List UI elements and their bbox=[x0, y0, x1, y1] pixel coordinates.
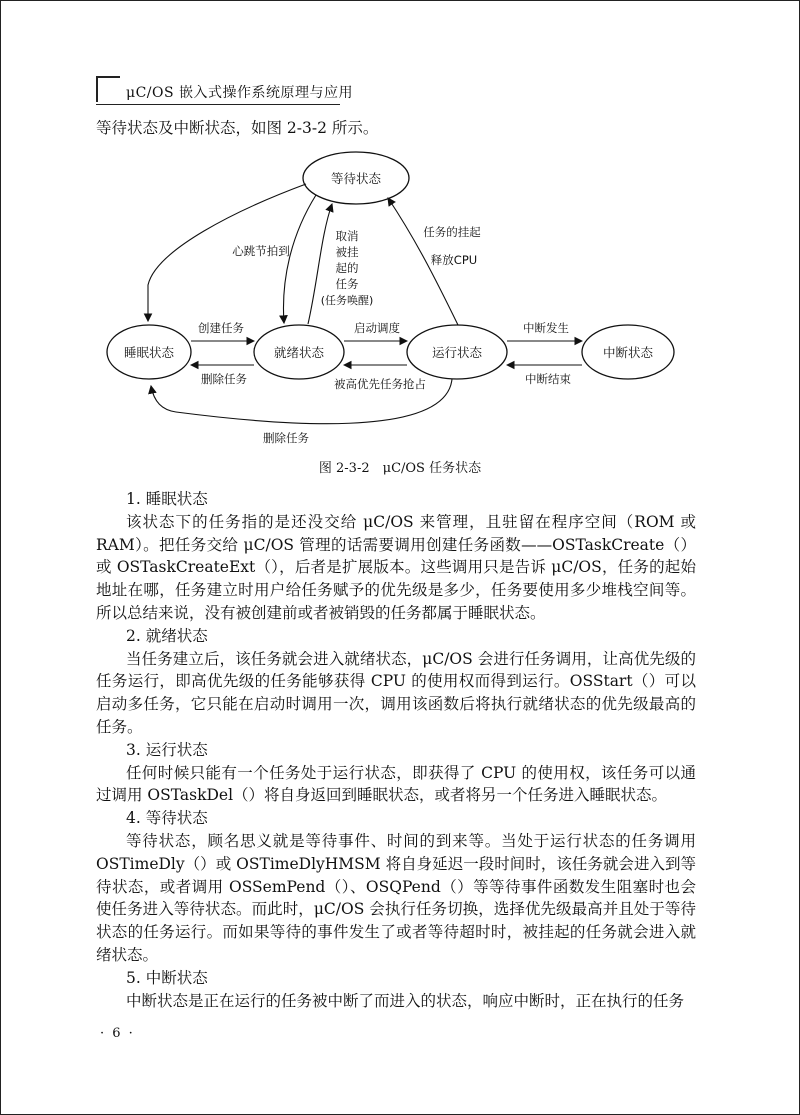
state-ready-label: 就绪状态 bbox=[273, 345, 325, 360]
label-tick-arrived: 心跳节拍到 bbox=[232, 244, 290, 258]
section-5-heading: 5. 中断状态 bbox=[126, 968, 208, 987]
section-5-text: 中断状态是正在运行的任务被中断了而进入的状态，响应中断时，正在执行的任务 bbox=[126, 991, 685, 1010]
body-text bbox=[96, 488, 696, 1012]
state-interrupt-label: 中断状态 bbox=[602, 345, 654, 360]
label-create-task: 创建任务 bbox=[198, 321, 244, 335]
section-1-text: 该状态下的任务指的是还没交给 μC/OS 来管理，且驻留在程序空间（ROM 或 RAM）。把任务交给 μC/OS 管理的话需要调用创建任务函数——OSTaskCreate（）或 OSTaskCreateExt（），后者是扩展版本。这些调用只是告诉 μC/OS，任务的起始地址在哪，任务建立时用户给任务赋予的优先级是多少，任务要使用多少堆栈空间等。所以总结来说，没有被创建前或者被销毁的任务都属于睡眠状态。 bbox=[96, 512, 696, 622]
running-header-title: μC/OS 嵌入式操作系统原理与应用 bbox=[126, 85, 354, 101]
section-3-heading: 3. 运行状态 bbox=[126, 740, 208, 759]
label-delete-task-ready: 删除任务 bbox=[201, 372, 247, 386]
section-1-heading: 1. 睡眠状态 bbox=[126, 490, 208, 508]
section-2-heading: 2. 就绪状态 bbox=[126, 626, 208, 645]
state-sleeping-label: 睡眠状态 bbox=[123, 345, 175, 360]
section-4-heading: 4. 等待状态 bbox=[126, 809, 208, 828]
label-cancel-suspend-4: 任务 bbox=[335, 277, 359, 291]
state-interrupt bbox=[582, 325, 674, 379]
label-cancel-suspend-5: (任务唤醒) bbox=[320, 294, 374, 307]
label-interrupt-occurs: 中断发生 bbox=[523, 321, 569, 335]
label-task-suspend: 任务的挂起 bbox=[423, 225, 481, 239]
state-running-label: 运行状态 bbox=[431, 345, 483, 360]
section-3-text: 任何时候只能有一个任务处于运行状态，即获得了 CPU 的使用权，该任务可以通过调用 OSTaskDel（）将自身返回到睡眠状态，或者将另一个任务进入睡眠状态。 bbox=[96, 763, 696, 805]
state-ready bbox=[254, 325, 344, 379]
label-preempted: 被高优先任务抢占 bbox=[334, 377, 426, 391]
label-delete-task-bottom: 删除任务 bbox=[263, 431, 309, 445]
state-running bbox=[407, 325, 507, 379]
state-sleeping bbox=[107, 325, 191, 379]
figure-caption: 图 2-3-2 μC/OS 任务状态 bbox=[318, 461, 482, 476]
label-cancel-suspend-1: 取消 bbox=[335, 229, 359, 243]
label-start-schedule: 启动调度 bbox=[354, 321, 400, 335]
label-cancel-suspend-3: 起的 bbox=[335, 261, 359, 275]
intro-sentence: 等待状态及中断状态，如图 2-3-2 所示。 bbox=[96, 119, 379, 137]
label-release-cpu: 释放CPU bbox=[430, 253, 478, 267]
header-corner-mark bbox=[96, 76, 120, 102]
label-interrupt-ends: 中断结束 bbox=[525, 372, 571, 386]
state-waiting bbox=[303, 152, 409, 204]
header-rule bbox=[96, 104, 340, 105]
page-number: · 6 · bbox=[100, 1026, 135, 1041]
state-waiting-label: 等待状态 bbox=[330, 171, 382, 186]
section-2-text: 当任务建立后，该任务就会进入就绪状态，μC/OS 会进行任务调用，让高优先级的任务运行，即高优先级的任务能够获得 CPU 的使用权而得到运行。OSStart（）可以启动多任务，它只能在启动时调用一次，调用该函数后将执行就绪状态的优先级最高的任务。 bbox=[96, 649, 696, 736]
label-cancel-suspend-2: 被挂 bbox=[335, 245, 359, 259]
section-4-text: 等待状态，顾名思义就是等待事件、时间的到来等。当处于运行状态的任务调用 OSTimeDly（）或 OSTimeDlyHMSM 将自身延迟一段时间时，该任务就会进入到等待状态，或者调用 OSSemPend（）、OSQPend（）等等待事件函数发生阻塞时也会使任务进入等待状态。而此时，μC/OS 会执行任务切换，选择优先级最高并且处于等待状态的任务运行。而如果等待的事件发生了或者等待超时时，被挂起的任务就会进入就绪状态。 bbox=[96, 831, 696, 964]
task-state-diagram bbox=[96, 140, 716, 456]
arrow-wait-to-ready bbox=[283, 195, 316, 323]
